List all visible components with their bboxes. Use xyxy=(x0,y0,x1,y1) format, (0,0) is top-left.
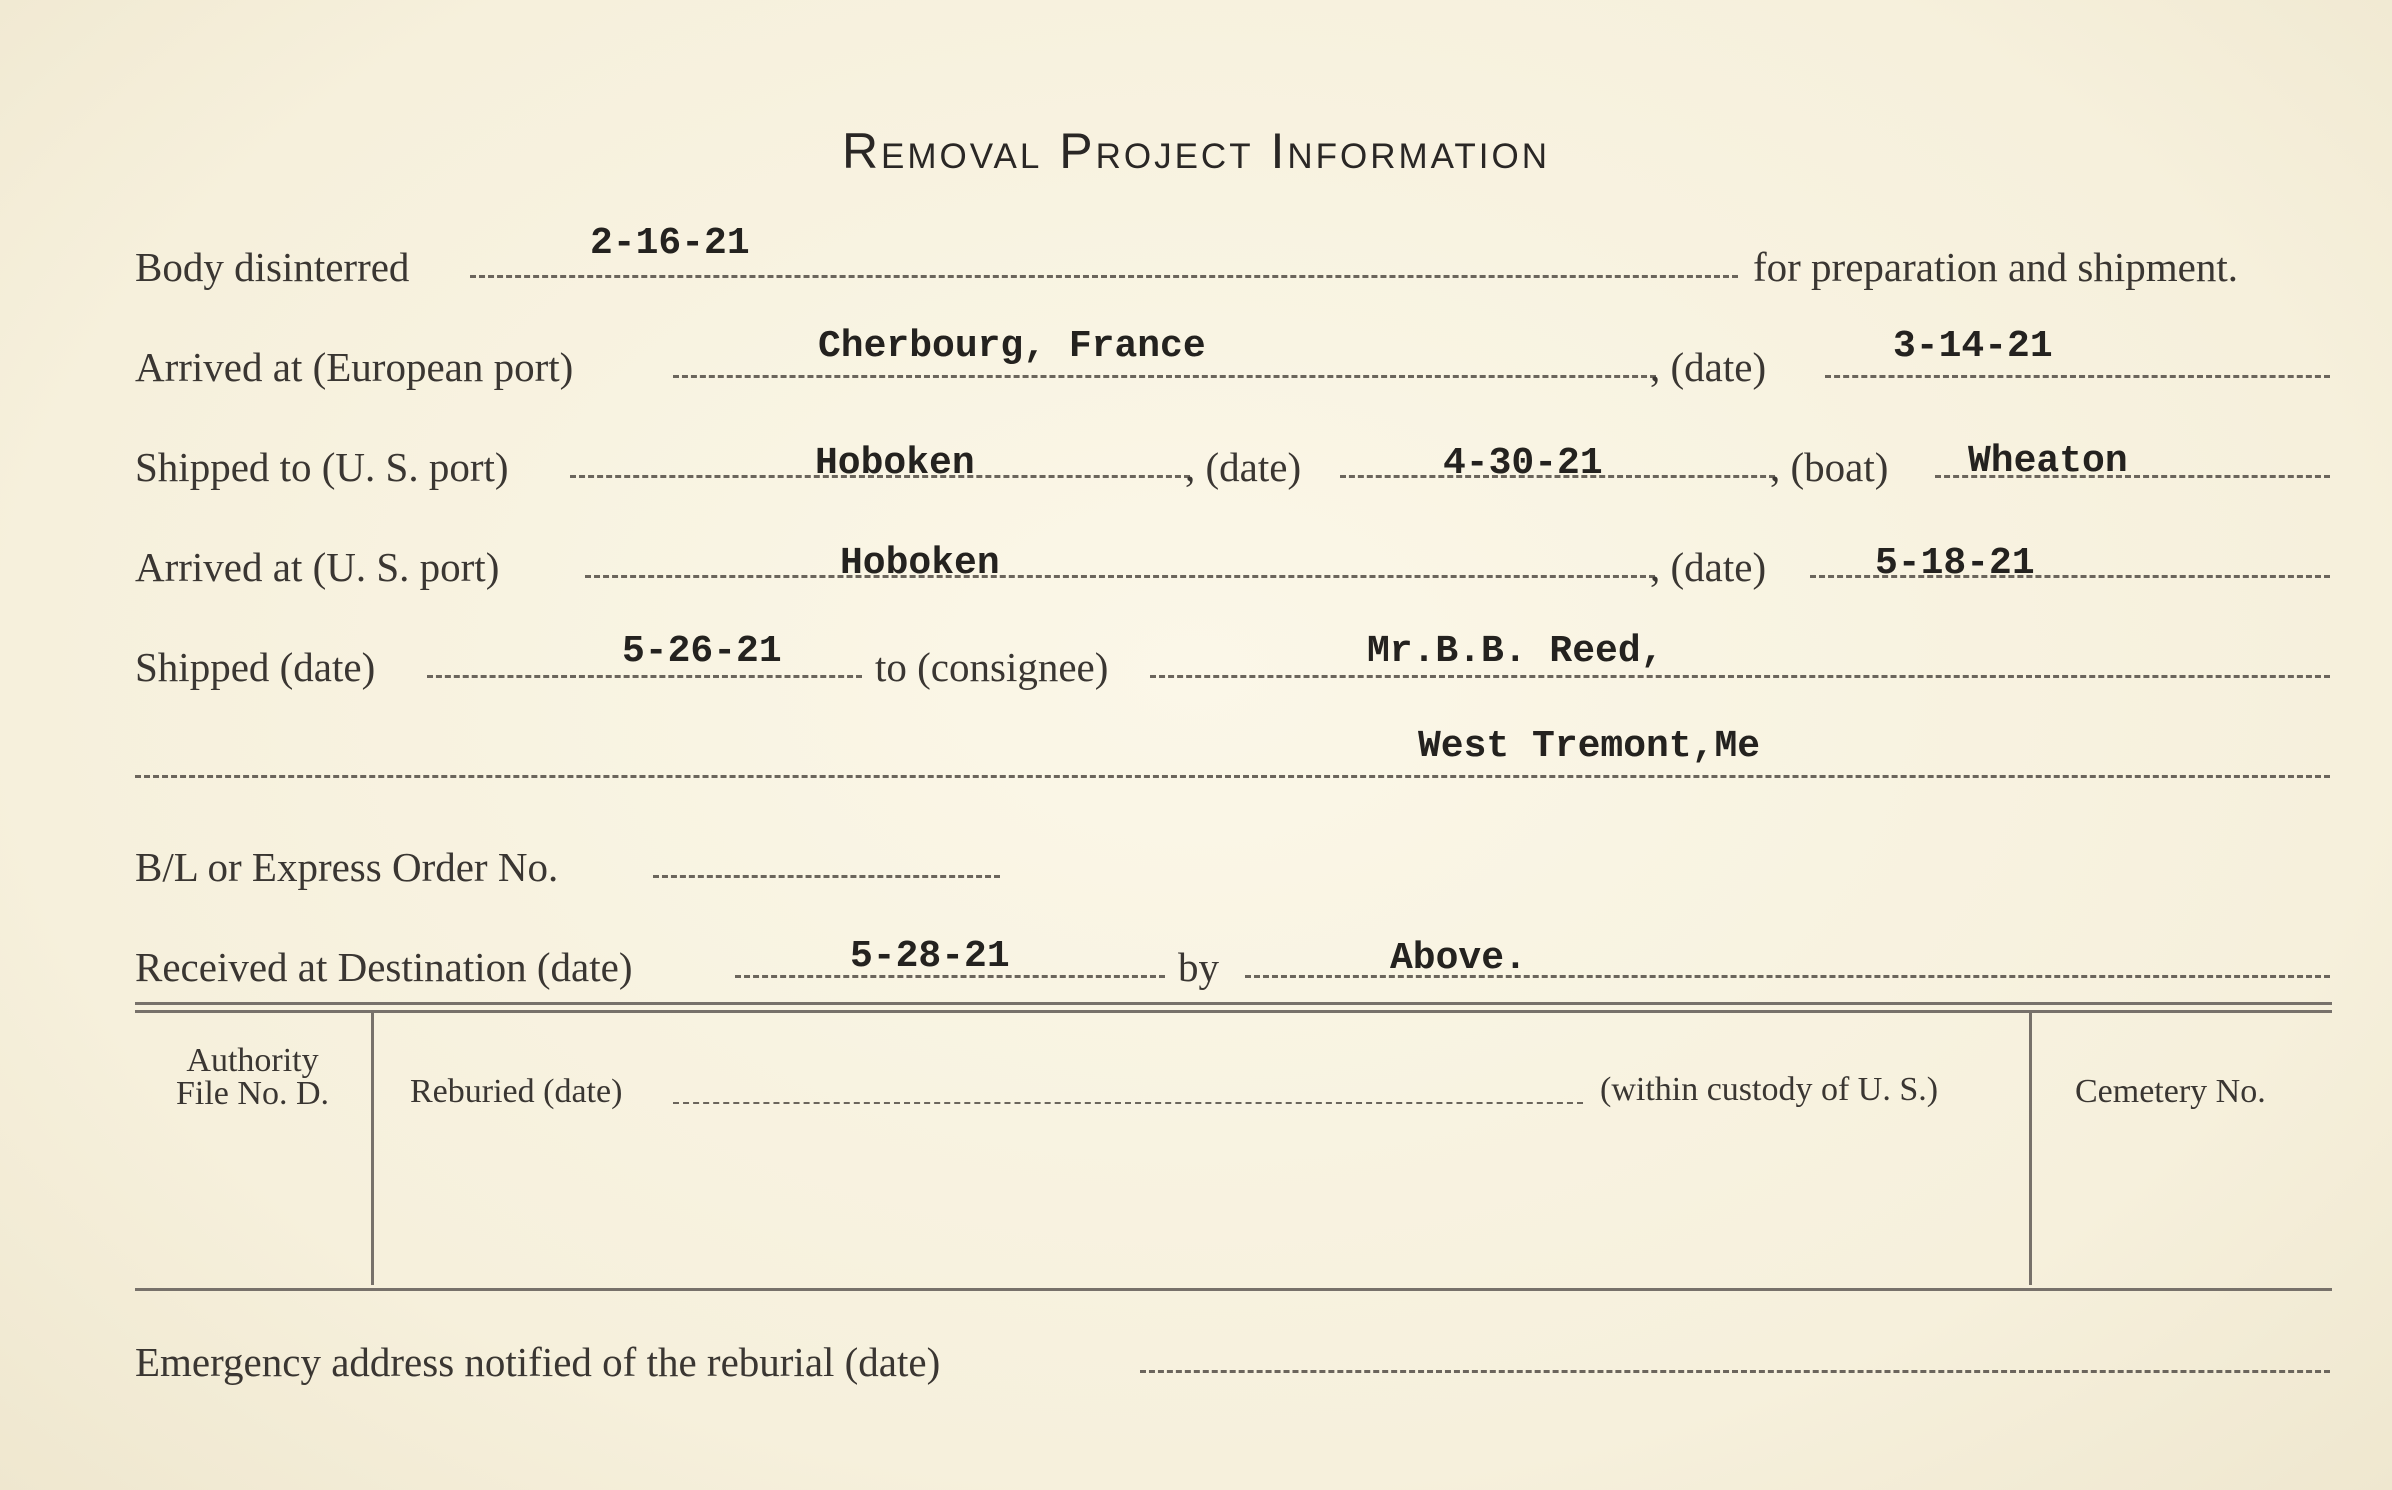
body-disinterred-label: Body disinterred xyxy=(135,244,410,290)
emergency-address-label: Emergency address notified of the reburial (date) xyxy=(135,1339,941,1385)
reburied-label: Reburied (date) xyxy=(410,1073,623,1110)
box-divider-left xyxy=(371,1013,374,1285)
boat-value: Wheaton xyxy=(1968,440,2128,483)
shipped-date-label: Shipped (date) xyxy=(135,644,376,690)
shipped-to-date-value: 4-30-21 xyxy=(1443,442,1603,485)
emergency-address-line xyxy=(1140,1370,2330,1373)
european-port-line xyxy=(673,375,1656,378)
box-top-rule xyxy=(135,1002,2332,1005)
european-port-date-line xyxy=(1825,375,2330,378)
received-by-value: Above. xyxy=(1390,937,1527,980)
european-port-label: Arrived at (European port) xyxy=(135,344,574,390)
consignee-address-line xyxy=(135,775,2330,778)
bl-express-order-line xyxy=(653,875,1000,878)
shipped-to-us-port-label: Shipped to (U. S. port) xyxy=(135,444,509,490)
bl-express-order-label: B/L or Express Order No. xyxy=(135,844,559,890)
consignee-label: to (consignee) xyxy=(875,644,1109,690)
european-port-value: Cherbourg, France xyxy=(818,325,1206,368)
consignee-address-value: West Tremont,Me xyxy=(1418,725,1761,768)
authority-label-line1: Authority xyxy=(186,1042,319,1079)
box-divider-right xyxy=(2029,1013,2032,1285)
received-by-label: by xyxy=(1178,944,1219,990)
received-destination-date-value: 5-28-21 xyxy=(850,935,1010,978)
boat-label: , (boat) xyxy=(1770,444,1889,490)
european-port-date-label: , (date) xyxy=(1650,344,1767,390)
custody-label: (within custody of U. S.) xyxy=(1600,1071,1939,1108)
received-destination-label: Received at Destination (date) xyxy=(135,944,633,990)
box-top-rule-inner xyxy=(135,1010,2332,1013)
shipped-date-value: 5-26-21 xyxy=(622,630,782,673)
shipped-to-date-label: , (date) xyxy=(1185,444,1302,490)
arrived-us-date-value: 5-18-21 xyxy=(1875,542,2035,585)
arrived-us-date-label: , (date) xyxy=(1650,544,1767,590)
card-title: Removal Project Information xyxy=(841,123,1551,179)
preparation-shipment-label: for preparation and shipment. xyxy=(1753,244,2239,290)
arrived-us-port-label: Arrived at (U. S. port) xyxy=(135,544,500,590)
consignee-line xyxy=(1150,675,2330,678)
arrived-us-port-value: Hoboken xyxy=(840,542,1000,585)
arrived-us-port-line xyxy=(585,575,1655,578)
box-bottom-rule xyxy=(135,1288,2332,1291)
reburied-line xyxy=(673,1102,1583,1104)
body-disinterred-value: 2-16-21 xyxy=(590,222,750,265)
european-port-date-value: 3-14-21 xyxy=(1893,325,2053,368)
shipped-date-line xyxy=(427,675,862,678)
shipped-to-us-port-value: Hoboken xyxy=(815,442,975,485)
body-disinterred-line xyxy=(470,275,1738,278)
cemetery-label: Cemetery No. xyxy=(2075,1073,2266,1110)
authority-label-line2: File No. D. xyxy=(176,1075,329,1112)
consignee-value: Mr.B.B. Reed, xyxy=(1367,630,1664,673)
